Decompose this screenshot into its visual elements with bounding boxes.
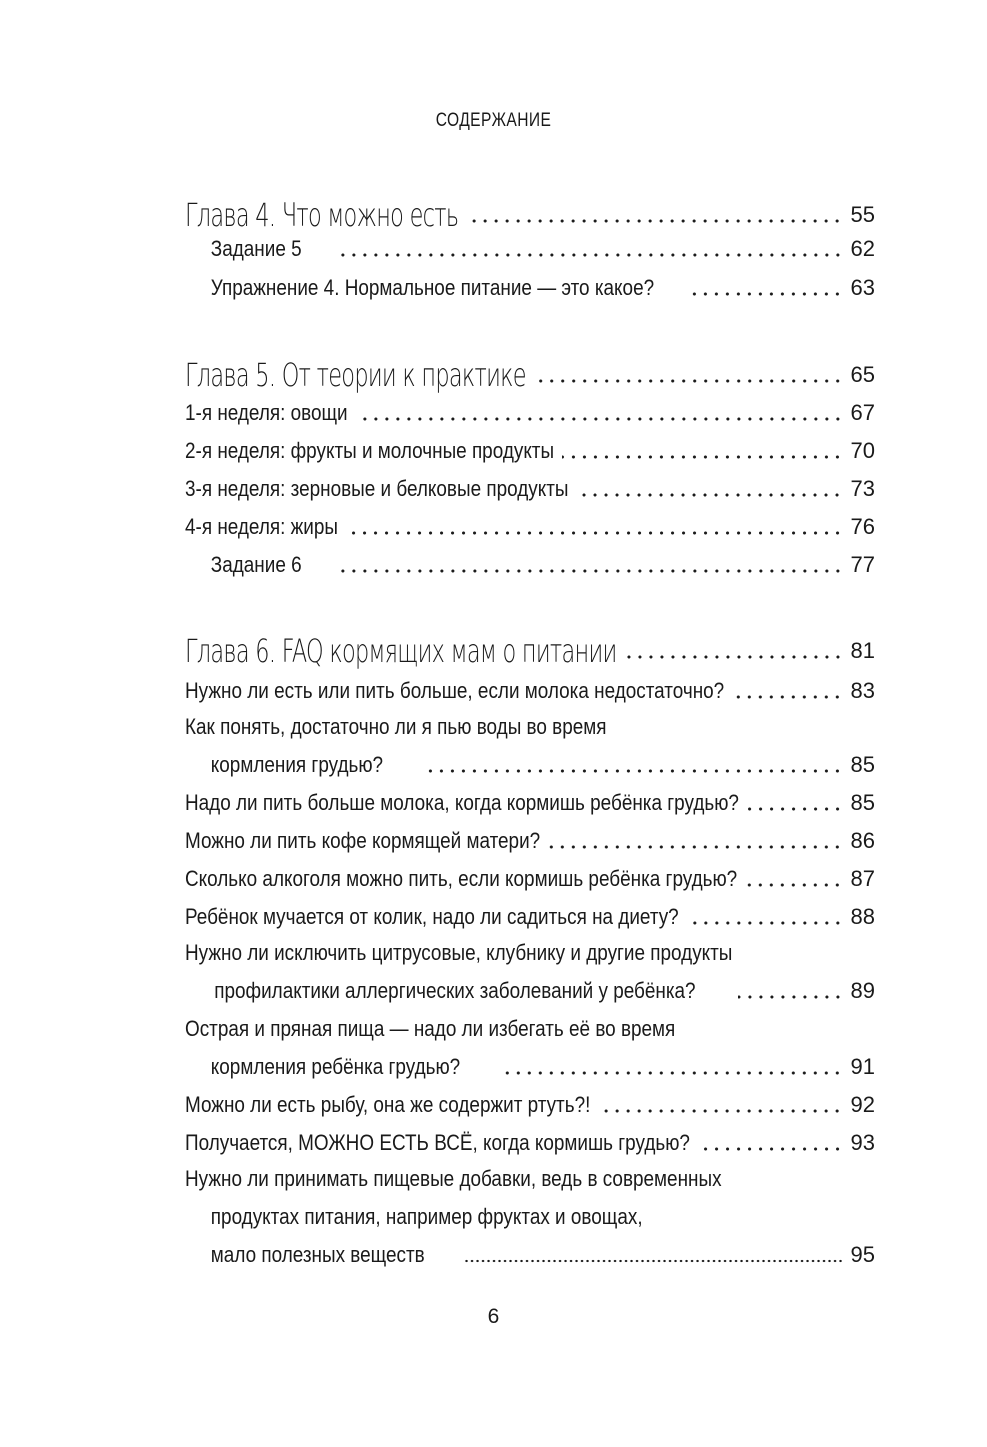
toc-page-number: 85 — [850, 752, 875, 777]
toc-entry[interactable] — [185, 432, 875, 466]
toc-entry[interactable] — [185, 898, 875, 932]
toc-page-number: 67 — [850, 400, 875, 425]
toc-entry-title: Глава 4. Что можно есть — [185, 196, 459, 234]
toc-entry[interactable] — [185, 546, 875, 580]
toc-entry[interactable] — [185, 394, 875, 428]
page-number: 6 — [487, 1305, 500, 1328]
toc-page-number: 86 — [850, 828, 875, 853]
leader-dots — [498, 1071, 843, 1075]
toc-entry-first-line[interactable]: Острая и пряная пища — надо ли избегать её во время — [185, 1016, 676, 1041]
leader-dots — [598, 1109, 843, 1113]
toc-entry-title: кормления грудью? — [210, 752, 384, 777]
toc-entry-title: Можно ли пить кофе кормящей матери? — [185, 828, 541, 853]
leader-dots — [692, 292, 843, 296]
leader-dots — [356, 417, 843, 421]
toc-page-number: 55 — [850, 202, 875, 227]
running-head: СОДЕРЖАНИЕ — [435, 110, 552, 131]
toc-entry-title: кормления ребёнка грудью? — [210, 1054, 461, 1079]
toc-entry-continuation[interactable] — [185, 746, 875, 780]
toc-entry[interactable] — [185, 784, 875, 818]
leader-dots — [698, 1147, 843, 1151]
toc-entry-title: Упражнение 4. Нормальное питание — это какое? — [210, 275, 655, 300]
toc-entry-title: Глава 6. FAQ кормящих мам о питании — [185, 632, 617, 670]
leader-dots — [421, 769, 843, 773]
toc-entry-first-line[interactable]: Как понять, достаточно ли я пью воды во время — [185, 714, 607, 739]
toc-entry-continuation[interactable] — [185, 1048, 875, 1082]
leader-dots — [687, 921, 843, 925]
toc-page-number: 77 — [850, 552, 875, 577]
toc-entry-title: 2-я неделя: фрукты и молочные продукты — [185, 438, 555, 463]
leader-dots — [562, 455, 843, 459]
toc-entry-title: Задание 5 — [210, 236, 302, 261]
toc-entry-title: 4-я неделя: жиры — [185, 514, 338, 539]
toc-entry-title: Ребёнок мучается от колик, надо ли садиться на диету? — [185, 904, 679, 929]
leader-dots — [548, 845, 843, 849]
toc-entry[interactable] — [185, 1124, 875, 1158]
leader-dots — [625, 655, 843, 659]
toc-page-number: 95 — [850, 1242, 875, 1267]
toc-chapter-6[interactable] — [185, 622, 875, 670]
toc-entry-first-line[interactable]: Нужно ли принимать пищевые добавки, ведь в современных — [185, 1166, 722, 1191]
toc-page-number: 85 — [850, 790, 875, 815]
toc-page-number: 73 — [850, 476, 875, 501]
toc-page-number: 63 — [850, 275, 875, 300]
toc-chapter-5[interactable] — [185, 346, 875, 394]
toc-entry-continuation[interactable] — [185, 972, 875, 1006]
toc-entry[interactable] — [185, 470, 875, 504]
leader-dots — [576, 493, 843, 497]
toc-page-number: 88 — [850, 904, 875, 929]
leader-dots — [738, 995, 843, 999]
toc-entry-title: Задание 6 — [210, 552, 302, 577]
toc-entry-title: мало полезных веществ — [210, 1242, 425, 1267]
leader-dots — [732, 695, 843, 699]
toc-page-number: 83 — [850, 678, 875, 703]
toc-page-number: 65 — [850, 362, 875, 387]
toc-entry-title: профилактики аллергических заболеваний у ребёнка? — [214, 978, 696, 1003]
toc-page-number: 93 — [850, 1130, 875, 1155]
toc-entry-title: 3-я неделя: зерновые и белковые продукты — [185, 476, 569, 501]
toc-chapter-4[interactable] — [185, 186, 875, 234]
toc-page-number: 76 — [850, 514, 875, 539]
toc-entry-continuation[interactable] — [185, 1236, 875, 1270]
leader-dots — [340, 253, 843, 257]
toc-entry-title: Можно ли есть рыбу, она же содержит ртуть?! — [185, 1092, 591, 1117]
toc-entry[interactable] — [185, 822, 875, 856]
toc-entry-continuation-line[interactable]: продуктах питания, например фруктах и овощах, — [210, 1204, 643, 1229]
leader-dots — [534, 379, 843, 383]
leader-dots — [346, 531, 843, 535]
leader-dots — [340, 569, 843, 573]
toc-entry-first-line[interactable]: Нужно ли исключить цитрусовые, клубнику и другие продукты — [185, 940, 733, 965]
toc-entry-title: Сколько алкоголя можно пить, если кормишь ребёнка грудью? — [185, 866, 738, 891]
leader-dots — [747, 807, 843, 811]
toc-entry[interactable] — [185, 508, 875, 542]
leader-dots — [745, 883, 843, 887]
toc-entry[interactable] — [185, 230, 875, 264]
toc-page-number: 91 — [850, 1054, 875, 1079]
toc-page-number: 92 — [850, 1092, 875, 1117]
toc-entry[interactable] — [185, 1086, 875, 1120]
toc-page-number: 89 — [850, 978, 875, 1003]
toc-entry-title: Нужно ли есть или пить больше, если молока недостаточно? — [185, 678, 725, 703]
toc-page-number: 70 — [850, 438, 875, 463]
toc-page-number: 87 — [850, 866, 875, 891]
toc-entry-title: Надо ли пить больше молока, когда кормишь ребёнка грудью? — [185, 790, 739, 815]
leader-dots — [466, 219, 843, 223]
toc-entry[interactable] — [185, 672, 875, 706]
toc-entry-title: 1-я неделя: овощи — [185, 400, 348, 425]
toc-page-number: 81 — [850, 638, 875, 663]
leader-dots — [463, 1259, 843, 1263]
toc-entry[interactable] — [185, 269, 875, 303]
toc-page-number: 62 — [850, 236, 875, 261]
toc-entry-title: Глава 5. От теории к практике — [185, 356, 526, 394]
toc-entry[interactable] — [185, 860, 875, 894]
toc-entry-title: Получается, МОЖНО ЕСТЬ ВСЁ, когда кормишь грудью? — [185, 1130, 690, 1155]
